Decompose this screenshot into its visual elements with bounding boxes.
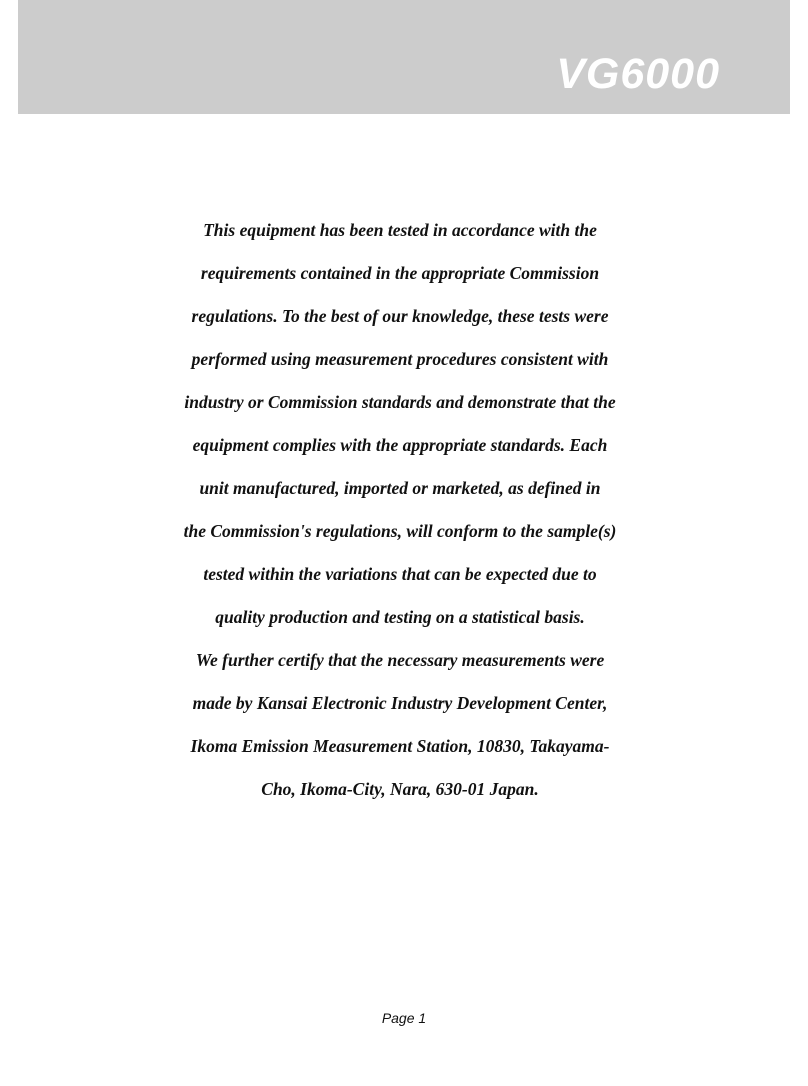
statement-line: the Commission's regulations, will conform to the sample(s) (183, 521, 617, 541)
statement-line: made by Kansai Electronic Industry Development Center, (192, 693, 608, 713)
statement-line: performed using measurement procedures consistent with (191, 349, 609, 369)
statement-line: Ikoma Emission Measurement Station, 10830, Takayama- (190, 736, 610, 756)
page-number: Page 1 (381, 1010, 427, 1026)
statement-line: quality production and testing on a statistical basis. (215, 607, 585, 627)
statement-line: industry or Commission standards and demonstrate that the (184, 392, 616, 412)
certification-statement (100, 209, 700, 811)
statement-line: tested within the variations that can be expected due to (203, 564, 597, 584)
header-band (18, 0, 790, 114)
statement-line: This equipment has been tested in accordance with the (203, 220, 597, 240)
model-title: VG6000 (556, 50, 720, 98)
statement-line: We further certify that the necessary measurements were (195, 650, 605, 670)
statement-line: equipment complies with the appropriate standards. Each (192, 435, 608, 455)
statement-line: Cho, Ikoma-City, Nara, 630-01 Japan. (261, 779, 539, 799)
statement-line: regulations. To the best of our knowledge, these tests were (191, 306, 609, 326)
statement-line: requirements contained in the appropriate Commission (200, 263, 600, 283)
statement-line: unit manufactured, imported or marketed, as defined in (199, 478, 601, 498)
